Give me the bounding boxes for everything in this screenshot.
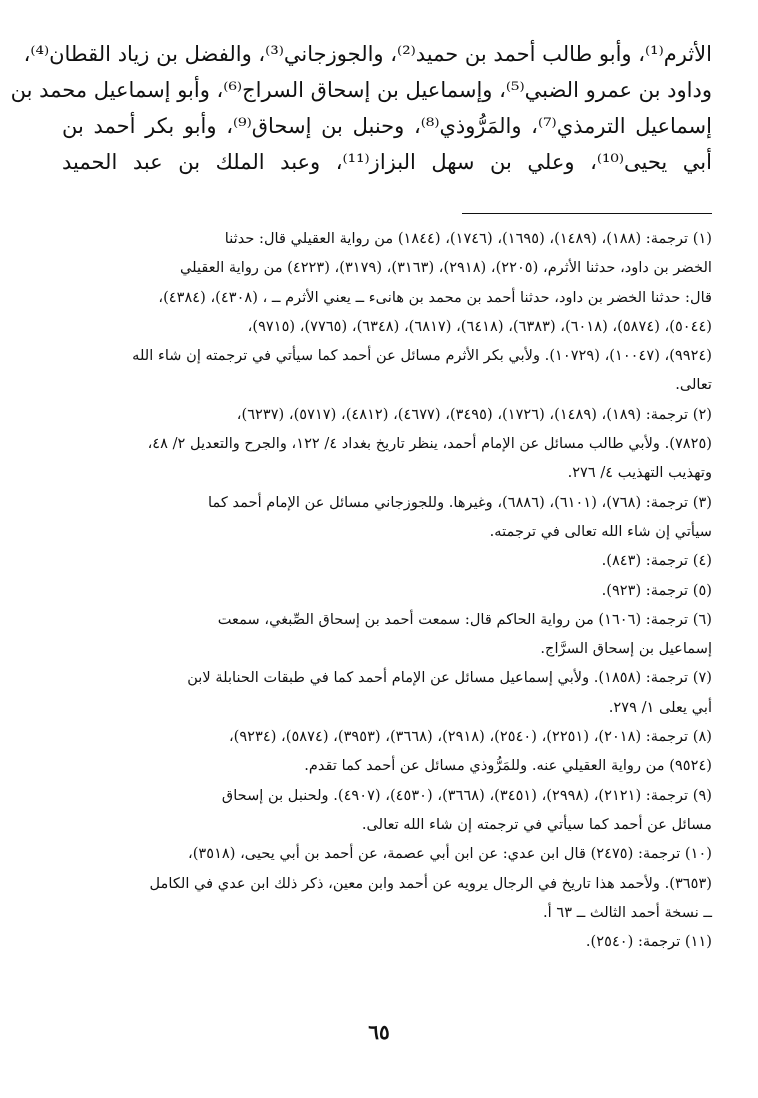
footnote-3	[62, 488, 712, 547]
main-text-block	[10, 36, 712, 180]
page-number: ٦٥	[368, 1020, 390, 1044]
main-text-line: أبي يحيى⁽¹⁰⁾، وعلي بن سهل البزاز⁽¹¹⁾، وعبد الملك بن عبد الحميد	[62, 150, 712, 174]
footnote-line: (٥٠٤٤)، (٥٨٧٤)، (٦٠١٨)، (٦٣٨٣)، (٦٤١٨)، (٦٨١٧)، (٦٣٤٨)، (٧٧٦٥)، (٩٧١٥)،	[247, 317, 712, 335]
footnote-line: إسماعيل بن إسحاق السرَّاج.	[540, 640, 712, 658]
main-text-line: الأثرم⁽¹⁾، وأبو طالب أحمد بن حميد⁽²⁾، والجوزجاني⁽³⁾، والفضل بن زياد القطان⁽⁴⁾،	[23, 42, 712, 66]
footnote-line: (٩٥٢٤) من رواية العقيلي عنه. وللمَرُّوذي مسائل عن أحمد كما تقدم.	[304, 757, 712, 775]
footnote-line: مسائل عن أحمد كما سيأتي في ترجمته إن شاء الله تعالى.	[361, 815, 712, 833]
footnote-8	[62, 722, 712, 781]
footnote-6	[62, 605, 712, 664]
footnote-5	[62, 576, 712, 605]
footnote-line: الخضر بن داود، حدثنا الأثرم، (٢٢٠٥)، (٢٩١٨)، (٣١٦٣)، (٣١٧٩)، (٤٢٢٣) من رواية العقيلي	[179, 259, 712, 277]
footnote-line: وتهذيب التهذيب ٤/ ٢٧٦.	[567, 464, 712, 482]
footnote-separator	[462, 213, 712, 214]
footnote-line: سيأتي إن شاء الله تعالى في ترجمته.	[489, 522, 712, 540]
footnote-line: (١١) ترجمة: (٢٥٤٠).	[585, 933, 712, 951]
footnote-line: ــ نسخة أحمد الثالث ــ ٦٣ أ.	[543, 903, 712, 921]
footnote-1	[62, 224, 712, 400]
footnote-line: أبي يعلى ١/ ٢٧٩.	[608, 698, 712, 716]
footnote-line: قال: حدثنا الخضر بن داود، حدثنا أحمد بن محمد بن هانىء ــ يعني الأثرم ــ ، (٤٣٠٨)، (٤٣٨٤)،	[158, 288, 712, 306]
footnote-line: (٩) ترجمة: (٢١٢١)، (٢٩٩٨)، (٣٤٥١)، (٣٦٦٨)، (٤٥٣٠)، (٤٩٠٧). ولحنبل بن إسحاق	[221, 786, 712, 804]
footnote-line: (٣٦٥٣). ولأحمد هذا تاريخ في الرجال يرويه عن أحمد وابن معين، ذكر ذلك ابن عدي في الكامل	[149, 874, 712, 892]
footnote-9	[62, 781, 712, 840]
footnote-10	[62, 839, 712, 927]
footnote-line: (٩٩٢٤)، (١٠٠٤٧)، (١٠٧٢٩). ولأبي بكر الأثرم مسائل عن أحمد كما سيأتي في ترجمته إن شاء الله	[132, 347, 712, 365]
footnote-line: (٧) ترجمة: (١٨٥٨). ولأبي إسماعيل مسائل عن الإمام أحمد كما في طبقات الحنابلة لابن	[187, 669, 712, 687]
footnote-7	[62, 663, 712, 722]
main-text-line: إسماعيل الترمذي⁽⁷⁾، والمَرُّوذي⁽⁸⁾، وحنبل بن إسحاق⁽⁹⁾، وأبو بكر أحمد بن	[62, 114, 712, 138]
footnote-line: (٢) ترجمة: (١٨٩)، (١٤٨٩)، (١٧٢٦)، (٣٤٩٥)، (٤٦٧٧)، (٤٨١٢)، (٥٧١٧)، (٦٢٣٧)،	[236, 405, 712, 423]
footnote-11	[62, 927, 712, 956]
footnote-line: (٥) ترجمة: (٩٢٣).	[601, 581, 712, 599]
footnote-line: (٨) ترجمة: (٢٠١٨)، (٢٢٥١)، (٢٥٤٠)، (٢٩١٨)، (٣٦٦٨)، (٣٩٥٣)، (٥٨٧٤)، (٩٢٣٤)،	[228, 728, 712, 746]
footnote-line: (٤) ترجمة: (٨٤٣).	[601, 552, 712, 570]
footnote-line: (٦) ترجمة: (١٦٠٦) من رواية الحاكم قال: سمعت أحمد بن إسحاق الصِّبغي، سمعت	[217, 610, 712, 628]
footnote-line: (٣) ترجمة: (٧٦٨)، (٦١٠١)، (٦٨٨٦)، وغيرها. وللجوزجاني مسائل عن الإمام أحمد كما	[208, 493, 712, 511]
footnotes-section	[62, 224, 712, 956]
main-text-line: وداود بن عمرو الضبي⁽⁵⁾، وإسماعيل بن إسحاق السراج⁽⁶⁾، وأبو إسماعيل محمد بن	[10, 78, 712, 102]
footnote-line: تعالى.	[675, 376, 712, 394]
footnote-line: (١٠) ترجمة: (٢٤٧٥) قال ابن عدي: عن ابن أبي عصمة، عن أحمد بن أبي يحيى، (٣٥١٨)،	[187, 845, 712, 863]
footnote-line: (١) ترجمة: (١٨٨)، (١٤٨٩)، (١٦٩٥)، (١٧٤٦)، (١٨٤٤) من رواية العقيلي قال: حدثنا	[224, 230, 712, 247]
footnote-2	[62, 400, 712, 488]
footnote-4	[62, 546, 712, 575]
footnote-line: (٧٨٢٥). ولأبي طالب مسائل عن الإمام أحمد، ينظر تاريخ بغداد ٤/ ١٢٢، والجرح والتعديل ٢/ ٤٨،	[147, 435, 712, 453]
